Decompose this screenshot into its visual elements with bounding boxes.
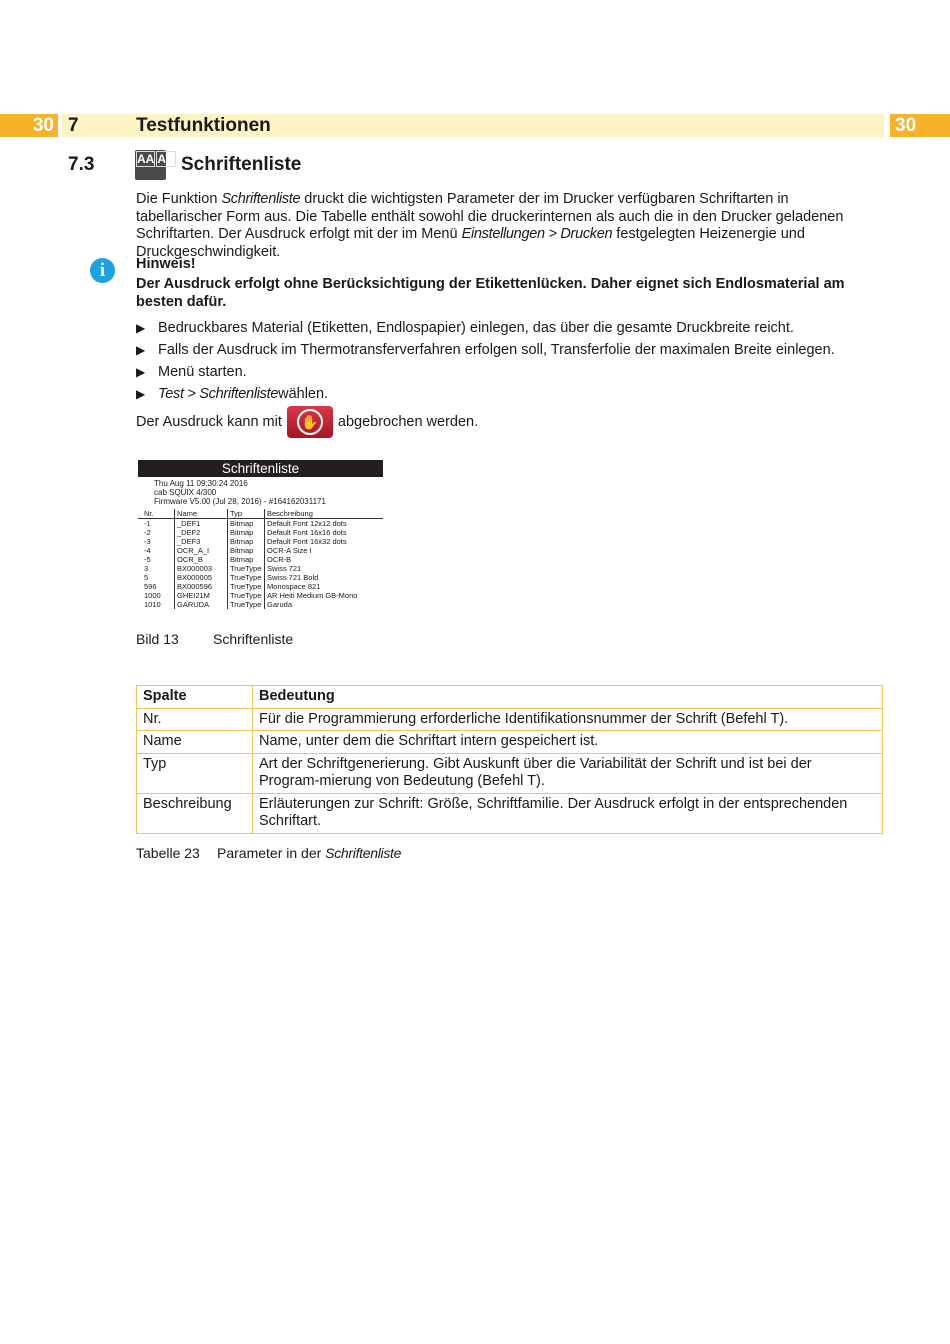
section-title: Schriftenliste <box>181 154 302 175</box>
step-item: ▶ Test > Schriftenliste wählen. <box>136 384 886 406</box>
printout-cell: Bitmap <box>228 546 265 555</box>
font-list-icon: AA AA <box>135 150 166 180</box>
printout-cell: OCR_A_I <box>175 546 228 555</box>
page-number-left: 30 <box>0 114 58 137</box>
printout-cell: -2 <box>144 528 151 537</box>
bullet-arrow-icon: ▶ <box>136 365 146 379</box>
intro-paragraph: Die Funktion Schriftenliste druckt die wichtigsten Parameter der im Drucker verfügbaren Schriftarten in tabellarischer Form aus. Die Tabelle enthält sowohl die druckerinternen als auch die in den Drucker geladenen Schriftarten. Der Ausdruck erfolgt mit der im Menü Einstellungen > Drucken festgelegten Heizenergie und Druckgeschwindigkeit. <box>136 191 844 260</box>
figure-caption: Bild 13 Schriftenliste <box>136 631 294 647</box>
printout-cell: GHEI21M <box>175 591 228 600</box>
printout-row <box>138 555 383 564</box>
printout-cell: TrueType <box>228 564 265 573</box>
step-item: ▶ Bedruckbares Material (Etiketten, Endlospapier) einlegen, das über die gesamte Druckbreite reicht. <box>136 318 886 340</box>
printout-cell: GARUDA <box>175 600 228 609</box>
section-number: 7.3 <box>68 154 95 175</box>
printout-cell: OCR_B <box>175 555 228 564</box>
printout-cell: Bitmap <box>228 555 265 564</box>
printout-cell: TrueType <box>228 573 265 582</box>
printout-cell: Garuda <box>265 600 384 609</box>
printout-cell: -5 <box>144 555 151 564</box>
chapter-title: Testfunktionen <box>136 115 271 136</box>
table-header-row: Spalte Bedeutung <box>137 686 883 709</box>
printout-meta: Thu Aug 11 09:30:24 2016 cab SQUIX 4/300 Firmware V5.00 (Jul 28, 2016) - #164162031171 <box>154 479 326 506</box>
printout-cell: Default Font 16x32 dots <box>265 537 384 546</box>
printout-table: Nr. Name Typ Beschreibung -1 _DEF1 Bitmap Default Font 12x12 dots -2 _DEF2 Bitmap Default Font 16x16 dots -3 _DEF3 Bitmap Default Font 16x32 dots -4 OCR_A_I Bitmap OCR-A Size I -5 OCR_B Bitmap OCR-B 3 BX000003 TrueType Swiss 721 5 BX000005 TrueType Swiss 721 Bold 596 BX000596 TrueType Monospace 821 1000 GHEI21M TrueType AR Heiti Medium GB-Mono 1010 GARUDA TrueType Garuda <box>138 509 383 609</box>
bullet-arrow-icon: ▶ <box>136 321 146 335</box>
printout-row <box>138 591 383 600</box>
step-list <box>136 318 886 406</box>
table-row: Nr. Für die Programmierung erforderliche Identifikationsnummer der Schrift (Befehl T). <box>137 708 883 731</box>
printout-cell: Default Font 12x12 dots <box>265 519 384 529</box>
printout-cell: 1000 <box>144 591 161 600</box>
step-item: ▶ Menü starten. <box>136 362 886 384</box>
table-row: Name Name, unter dem die Schriftart intern gespeichert ist. <box>137 731 883 754</box>
printout-cell: Bitmap <box>228 519 265 529</box>
printout-cell: OCR-B <box>265 555 384 564</box>
step-item: ▶ Falls der Ausdruck im Thermotransferverfahren erfolgen soll, Transferfolie der maximalen Breite einlegen. <box>136 340 886 362</box>
printout-cell: Monospace 821 <box>265 582 384 591</box>
printout-row <box>138 573 383 582</box>
printout-cell: 1010 <box>144 600 161 609</box>
info-icon: i <box>90 258 115 283</box>
printout-cell: Bitmap <box>228 528 265 537</box>
printout-cell: Swiss 721 <box>265 564 384 573</box>
printout-cell: 5 <box>144 573 149 582</box>
table-row: Beschreibung Erläuterungen zur Schrift: Größe, Schriftfamilie. Der Ausdruck erfolgt in der entsprechenden Schriftart. <box>137 793 883 833</box>
printout-cell: TrueType <box>228 591 265 600</box>
printout-cell: Swiss 721 Bold <box>265 573 384 582</box>
printout-cell: -4 <box>144 546 151 555</box>
printout-cell: -1 <box>144 519 151 528</box>
printout-cell: BX000005 <box>175 573 228 582</box>
printout-row <box>138 582 383 591</box>
printout-cell: OCR-A Size I <box>265 546 384 555</box>
printout-row <box>138 537 383 546</box>
printout-cell: AR Heiti Medium GB-Mono <box>265 591 384 600</box>
printout-cell: BX000003 <box>175 564 228 573</box>
printout-title: Schriftenliste <box>138 460 383 477</box>
bullet-arrow-icon: ▶ <box>136 343 146 357</box>
printout-row <box>138 528 383 537</box>
printout-cell: 596 <box>144 582 157 591</box>
table-caption: Tabelle 23 Parameter in der Schriftenliste <box>136 845 402 861</box>
note-text: Der Ausdruck erfolgt ohne Berücksichtigung der Etikettenlücken. Daher eignet sich Endlosmaterial am besten dafür. <box>136 276 845 310</box>
printout-cell: TrueType <box>228 600 265 609</box>
printout-row <box>138 519 383 529</box>
page-number-right: 30 <box>890 114 950 137</box>
abort-line: Der Ausdruck kann mit ✋ abgebrochen werden. <box>136 406 478 438</box>
printout-cell: Default Font 16x16 dots <box>265 528 384 537</box>
table-row: Typ Art der Schriftgenerierung. Gibt Auskunft über die Variabilität der Schrift und ist bei der Program-mierung von Bedeutung (Befehl T). <box>137 753 883 793</box>
printout-cell: _DEF2 <box>175 528 228 537</box>
printout-cell: TrueType <box>228 582 265 591</box>
printout-row <box>138 546 383 555</box>
stop-button-icon: ✋ <box>287 406 333 438</box>
chapter-number: 7 <box>68 115 79 136</box>
printout-row <box>138 564 383 573</box>
parameter-table <box>136 685 883 834</box>
printout-cell: _DEF3 <box>175 537 228 546</box>
printout-cell: -3 <box>144 537 151 546</box>
printout-cell: 3 <box>144 564 149 573</box>
bullet-arrow-icon: ▶ <box>136 387 146 401</box>
note-title: Hinweis! <box>136 256 196 272</box>
printout-cell: BX000596 <box>175 582 228 591</box>
printout-figure <box>138 460 383 609</box>
printout-row <box>138 600 383 609</box>
printout-cell: Bitmap <box>228 537 265 546</box>
printout-cell: _DEF1 <box>175 519 228 529</box>
